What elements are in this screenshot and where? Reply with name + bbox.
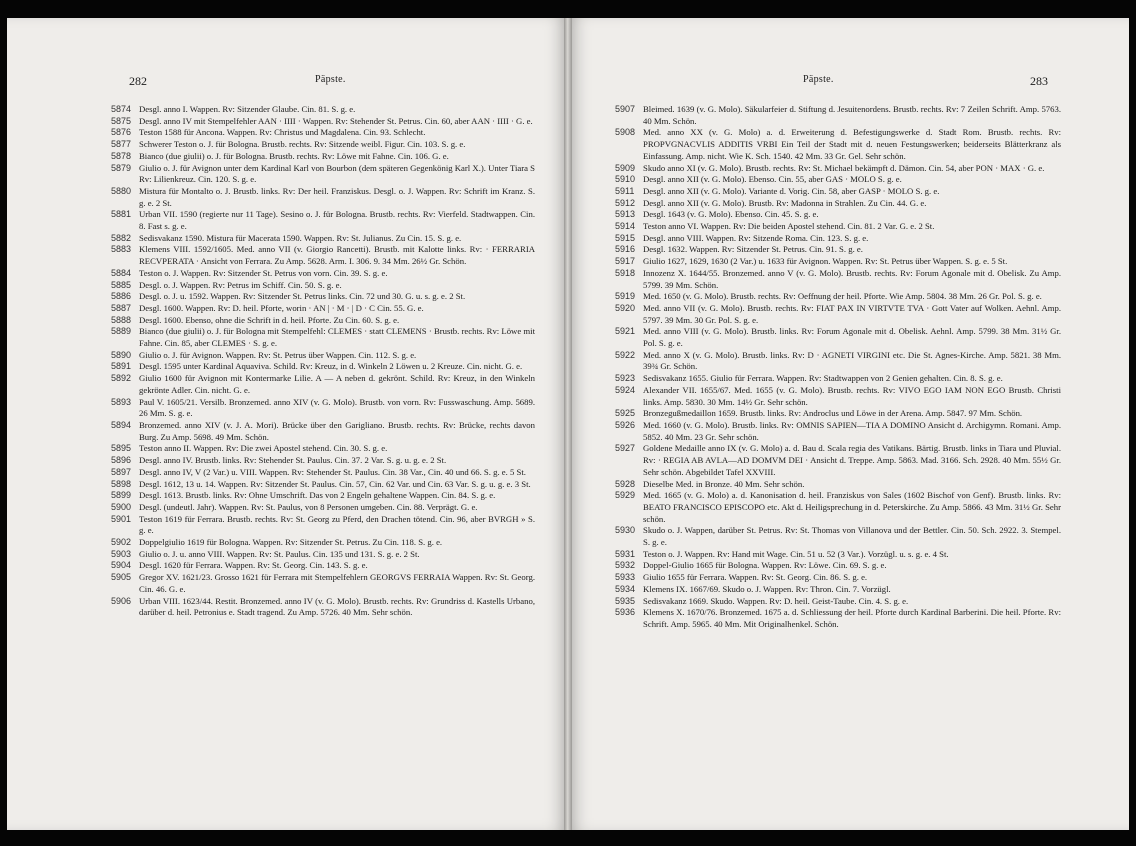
entry-text: Giulio 1627, 1629, 1630 (2 Var.) u. 1633 für Avignon. Wappen. Rv: St. Petrus über Wappen. S. g. e. 5 St. <box>643 256 1008 267</box>
entry-text: Paul V. 1605/21. Versilb. Bronzemed. anno XIV (v. G. Molo). Brustb. von vorn. Rv: Fusswaschung. Amp. 5689. 26 Mm. S. g. e. <box>139 396 535 419</box>
entry-text: Teston 1588 für Ancona. Wappen. Rv: Christus und Magdalena. Cin. 93. Schlecht. <box>139 127 426 138</box>
entry-text: Teston 1619 für Ferrara. Brustb. rechts. Rv: St. Georg zu Pferd, den Drachen tötend. Cin. 96, aber BVRGH » S. g. e. <box>139 513 535 536</box>
entry-text: Med. anno X (v. G. Molo). Brustb. links. Rv: D · AGNETI VIRGINI etc. Die St. Agnes-Kirche. Amp. 5821. 38 Mm. 39¾ Gr. Schön. <box>643 349 1061 372</box>
entry-text: Med. 1660 (v. G. Molo). Brustb. links. Rv: OMNIS SAPIEN—TIA A DOMINO Ansicht d. Archigymn. Romani. Amp. 5852. 40 Mm. 23 Gr. Sehr schön. <box>643 419 1061 442</box>
catalog-entry <box>111 233 535 245</box>
entry-number: 5920 <box>615 302 636 313</box>
entry-number: 5887 <box>111 302 132 313</box>
catalog-entry <box>615 560 1061 572</box>
entry-number: 5884 <box>111 267 132 278</box>
entry-number: 5925 <box>615 408 636 419</box>
catalog-entry <box>615 385 1061 408</box>
entry-text: Desgl. anno IV mit Stempelfehler AAN · IIII · Wappen. Rv: Stehender St. Petrus. Cin. 60, aber AAN · IIII · G. e. <box>139 115 533 126</box>
entry-number: 5934 <box>615 583 636 594</box>
catalog-entry <box>615 443 1061 478</box>
catalog-entry <box>111 443 535 455</box>
entry-text: Teston o. J. Wappen. Rv: Hand mit Wage. Cin. 51 u. 52 (3 Var.). Vorzügl. u. s. g. e. 4 St. <box>643 548 949 559</box>
entry-text: Desgl. 1643 (v. G. Molo). Ebenso. Cin. 45. S. g. e. <box>643 209 819 220</box>
entry-text: Med. 1665 (v. G. Molo) a. d. Kanonisation d. heil. Franziskus von Sales (1602 Bischof von Genf). Brustb. links. Rv: BEATO FRANCISCO EPISCOPO etc. Akt d. Heiligsprechung in d. Peterskirche. Zu Amp. 5866. 43 Mm. 31½ Gr. Sehr schön. <box>643 490 1061 524</box>
catalog-entry <box>615 291 1061 303</box>
catalog-entry <box>111 420 535 443</box>
catalog-entry <box>615 268 1061 291</box>
entry-text: Desgl. 1620 für Ferrara. Wappen. Rv: St. Georg. Cin. 143. S. g. e. <box>139 560 368 571</box>
catalog-entry <box>615 233 1061 245</box>
entry-text: Teston anno VI. Wappen. Rv: Die beiden Apostel stehend. Cin. 81. 2 Var. G. e. 2 St. <box>643 221 935 232</box>
entry-text: Desgl. anno XII (v. G. Molo). Brustb. Rv: Madonna in Strahlen. Zu Cin. 44. G. e. <box>643 197 927 208</box>
entry-text: Desgl. anno IV, V (2 Var.) u. VIII. Wappen. Rv: Stehender St. Paulus. Cin. 38 Var., Cin. 40 und 66. S. g. e. 5 St. <box>139 466 526 477</box>
catalog-entries <box>111 104 535 619</box>
entry-text: Desgl. anno IV. Brustb. links. Rv: Stehender St. Paulus. Cin. 37. 2 Var. S. g. u. g. e. 2 St. <box>139 455 447 466</box>
catalog-entry <box>615 525 1061 548</box>
catalog-entry <box>615 104 1061 127</box>
catalog-entry <box>615 350 1061 373</box>
catalog-entry <box>111 560 535 572</box>
right-page <box>568 18 1129 830</box>
entry-text: Sedisvakanz 1590. Mistura für Macerata 1590. Wappen. Rv: St. Julianus. Zu Cin. 15. S. g. e. <box>139 232 462 243</box>
entry-number: 5909 <box>615 162 636 173</box>
page-number: 283 <box>1030 74 1048 88</box>
catalog-entry <box>111 502 535 514</box>
entry-number: 5893 <box>111 396 132 407</box>
catalog-entry <box>615 373 1061 385</box>
catalog-entry <box>111 514 535 537</box>
entry-text: Doppelgiulio 1619 für Bologna. Wappen. Rv: Sitzender St. Petrus. Zu Cin. 118. S. g. e. <box>139 537 443 548</box>
entry-number: 5916 <box>615 244 636 255</box>
entry-number: 5880 <box>111 185 132 196</box>
catalog-entry <box>111 280 535 292</box>
entry-number: 5919 <box>615 291 636 302</box>
catalog-entry <box>111 186 535 209</box>
entry-number: 5912 <box>615 197 636 208</box>
entry-text: Desgl. 1600. Wappen. Rv: D. heil. Pforte, worin · AN | · M · | D · C Cin. 55. G. e. <box>139 302 424 313</box>
entry-text: Desgl. o. J. u. 1592. Wappen. Rv: Sitzender St. Petrus links. Cin. 72 und 30. G. u. s. g. e. 2 St. <box>139 291 466 302</box>
entry-text: Giulio o. J. für Avignon unter dem Kardinal Karl von Bourbon (dem späteren Gegenkönig Karl X.). Unter Tiara S Rv: Lilienkreuz. Cin. 120. S. g. e. <box>139 162 535 185</box>
catalog-entry <box>111 361 535 373</box>
entry-number: 5921 <box>615 326 636 337</box>
catalog-entry <box>111 303 535 315</box>
entry-text: Desgl. 1613. Brustb. links. Rv: Ohne Umschrift. Das von 2 Engeln gehaltene Wappen. Cin. 84. S. g. e. <box>139 490 496 501</box>
catalog-entry <box>615 198 1061 210</box>
entry-number: 5911 <box>615 185 635 196</box>
catalog-entry <box>615 303 1061 326</box>
entry-number: 5906 <box>111 595 132 606</box>
entry-text: Doppel-Giulio 1665 für Bologna. Wappen. Rv: Löwe. Cin. 69. S. g. e. <box>643 560 887 571</box>
entry-number: 5935 <box>615 595 636 606</box>
catalog-entry <box>111 326 535 349</box>
catalog-entry <box>111 209 535 232</box>
entry-number: 5910 <box>615 174 636 185</box>
entry-number: 5901 <box>111 513 132 524</box>
entry-text: Sedisvakanz 1655. Giulio für Ferrara. Wappen. Rv: Stadtwappen von 2 Genien gehalten. Cin. 8. S. g. e. <box>643 373 1003 384</box>
catalog-entry <box>615 408 1061 420</box>
entry-number: 5904 <box>111 560 132 571</box>
entry-text: Desgl. 1612, 13 u. 14. Wappen. Rv: Sitzender St. Paulus. Cin. 57, Cin. 62 Var. und Cin. 63 Var. S. g. u. g. e. 3 St. <box>139 478 531 489</box>
entry-number: 5930 <box>615 525 636 536</box>
entry-text: Innozenz X. 1644/55. Bronzemed. anno V (v. G. Molo). Brustb. rechts. Rv: Forum Agonale mit d. Obelisk. Zu Amp. 5799. 39 Mm. Schön. <box>643 267 1061 290</box>
catalog-entry <box>111 467 535 479</box>
catalog-entry <box>615 607 1061 630</box>
entry-text: Schwerer Teston o. J. für Bologna. Brustb. rechts. Rv: Sitzende weibl. Figur. Cin. 103. S. g. e. <box>139 139 466 150</box>
entry-number: 5908 <box>615 127 636 138</box>
entry-number: 5915 <box>615 232 636 243</box>
entry-text: Urban VIII. 1623/44. Restit. Bronzemed. anno IV (v. G. Molo). Brustb. rechts. Rv: Grundriss d. Kastells Urbano, darüber d. heil. Petronius e. Stadt tragend. Zu Amp. 5726. 40 Mm. Sehr schön. <box>139 595 535 618</box>
entry-text: Desgl. 1632. Wappen. Rv: Sitzender St. Petrus. Cin. 91. S. g. e. <box>643 244 863 255</box>
catalog-entry <box>615 572 1061 584</box>
catalog-entry <box>111 490 535 502</box>
entry-text: Gregor XV. 1621/23. Grosso 1621 für Ferrara mit Stempelfehlern GEORGVS FERRAIA Wappen. Rv: St. Georg. Cin. 46. G. e. <box>139 572 535 594</box>
catalog-entry <box>111 596 535 619</box>
entry-text: Bleimed. 1639 (v. G. Molo). Säkularfeier d. Stiftung d. Jesuitenordens. Brustb. rechts. Rv: 7 Zeilen Schrift. Amp. 5763. 40 Mm. Schön. <box>643 104 1061 126</box>
entry-number: 5929 <box>615 490 636 501</box>
entry-number: 5926 <box>615 419 636 430</box>
entry-text: Skudo o. J. Wappen, darüber St. Petrus. Rv: St. Thomas von Villanova und der Bettler. Cin. 50. Sch. 2922. 3. Stempel. S. g. e. <box>643 525 1061 548</box>
catalog-entry <box>111 397 535 420</box>
catalog-entries <box>615 104 1061 631</box>
catalog-entry <box>615 244 1061 256</box>
catalog-entry <box>615 584 1061 596</box>
entry-number: 5932 <box>615 560 636 571</box>
entry-text: Desgl. anno XII (v. G. Molo). Variante d. Vorig. Cin. 58, aber GASP · MOLO S. g. e. <box>643 185 940 196</box>
catalog-entry <box>615 549 1061 561</box>
entry-number: 5877 <box>111 139 132 150</box>
entry-text: Bronzemed. anno XIV (v. J. A. Mori). Brücke über den Garigliano. Brustb. rechts. Rv: Brücke, rechts davon Burg. Zu Amp. 5698. 49 Mm. Schön. <box>139 419 535 442</box>
catalog-entry <box>111 244 535 267</box>
catalog-entry <box>111 549 535 561</box>
catalog-entry <box>615 420 1061 443</box>
entry-text: Med. 1650 (v. G. Molo). Brustb. rechts. Rv: Oeffnung der heil. Pforte. Wie Amp. 5804. 38 Mm. 26 Gr. Pol. S. g. e. <box>643 291 1042 302</box>
entry-text: Med. anno XX (v. G. Molo) a. d. Erweiterung d. Befestigungswerke d. Stadt Rom. Brustb. rechts. Rv: PROPVGNACVLIS ADDITIS VRBI Ein Teil der Stadt mit d. neuen Festungswerken; beiderseits Blätterkranz als Einfassung. Amp. nicht. Wie K. Sch. 1540. 42 Mm. 33 Gr. Gel. Sehr schön. <box>643 127 1061 161</box>
entry-text: Dieselbe Med. in Bronze. 40 Mm. Sehr schön. <box>643 478 805 489</box>
catalog-entry <box>111 455 535 467</box>
entry-number: 5931 <box>615 548 636 559</box>
entry-text: Desgl. anno I. Wappen. Rv: Sitzender Glaube. Cin. 81. S. g. e. <box>139 104 356 114</box>
entry-text: Mistura für Montalto o. J. Brustb. links. Rv: Der heil. Franziskus. Desgl. o. J. Wappen. Rv: Schrift im Kranz. S. g. e. 2 St. <box>139 185 535 208</box>
catalog-entry <box>615 479 1061 491</box>
catalog-entry <box>111 572 535 595</box>
catalog-entry <box>111 139 535 151</box>
catalog-entry <box>111 479 535 491</box>
entry-text: Med. anno VII (v. G. Molo). Brustb. rechts. Rv: FIAT PAX IN VIRTVTE TVA · Gott Vater auf Wolken. Aehnl. Amp. 5797. 39 Mm. 30 Gr. Pol. S. g. e. <box>643 302 1061 325</box>
entry-number: 5936 <box>615 607 636 618</box>
book-spread <box>7 18 1129 830</box>
entry-text: Desgl. 1600. Ebenso, ohne die Schrift in d. heil. Pforte. Zu Cin. 60. S. g. e. <box>139 314 400 325</box>
running-head: Päpste. <box>315 74 346 85</box>
catalog-entry <box>615 127 1061 162</box>
entry-text: Giulio o. J. für Avignon. Wappen. Rv: St. Petrus über Wappen. Cin. 112. S. g. e. <box>139 349 417 360</box>
entry-number: 5900 <box>111 501 132 512</box>
entry-text: Giulio o. J. u. anno VIII. Wappen. Rv: St. Paulus. Cin. 135 und 131. S. g. e. 2 St. <box>139 548 420 559</box>
entry-number: 5905 <box>111 572 132 583</box>
entry-text: Desgl. o. J. Wappen. Rv: Petrus im Schiff. Cin. 50. S. g. e. <box>139 279 342 290</box>
entry-number: 5891 <box>111 361 132 372</box>
entry-number: 5881 <box>111 209 132 220</box>
entry-text: Klemens VIII. 1592/1605. Med. anno VII (v. Giorgio Rancetti). Brustb. mit Kalotte links. Rv: · FERRARIA RECVPERATA · Ansicht von Ferrara. Zu Amp. 5628. Arm. I. 306. 9. 34 Mm. 26½ Gr. Schön. <box>139 244 535 267</box>
catalog-entry <box>615 490 1061 525</box>
entry-number: 5890 <box>111 349 132 360</box>
entry-number: 5903 <box>111 548 132 559</box>
catalog-entry <box>615 326 1061 349</box>
catalog-entry <box>111 151 535 163</box>
book-gutter <box>564 18 572 830</box>
entry-number: 5897 <box>111 466 132 477</box>
page-number: 282 <box>129 74 147 88</box>
entry-number: 5902 <box>111 537 132 548</box>
catalog-entry <box>111 315 535 327</box>
entry-text: Klemens IX. 1667/69. Skudo o. J. Wappen. Rv: Thron. Cin. 7. Vorzügl. <box>643 583 891 594</box>
catalog-entry <box>111 127 535 139</box>
catalog-entry <box>111 104 535 116</box>
catalog-entry <box>615 174 1061 186</box>
entry-text: Med. anno VIII (v. G. Molo). Brustb. links. Rv: Forum Agonale mit d. Obelisk. Aehnl. Amp. 5799. 38 Mm. 31½ Gr. Pol. S. g. e. <box>643 326 1061 349</box>
catalog-entry <box>615 163 1061 175</box>
catalog-entry <box>111 268 535 280</box>
entry-text: Desgl. anno XII (v. G. Molo). Ebenso. Cin. 55, aber GAS · MOLO S. g. e. <box>643 174 902 185</box>
entry-text: Teston o. J. Wappen. Rv: Sitzender St. Petrus von vorn. Cin. 39. S. g. e. <box>139 267 388 278</box>
entry-text: Bianco (due giulii) o. J. für Bologna. Brustb. rechts. Rv: Löwe mit Fahne. Cin. 106. G. e. <box>139 150 449 161</box>
entry-text: Urban VII. 1590 (regierte nur 11 Tage). Sesino o. J. für Bologna. Brustb. rechts. Rv: Vierfeld. Stadtwappen. Cin. 8. Fast s. g. e. <box>139 209 535 232</box>
entry-text: Giulio 1600 für Avignon mit Kontermarke Lilie. A — A neben d. gekrönt. Schild. Rv: Kreuz, in den Winkeln gekrönte Adler. Cin. nicht. G. e. <box>139 373 535 395</box>
entry-number: 5927 <box>615 443 636 454</box>
entry-number: 5895 <box>111 443 132 454</box>
entry-number: 5875 <box>111 115 132 126</box>
catalog-entry <box>615 186 1061 198</box>
entry-text: Sedisvakanz 1669. Skudo. Wappen. Rv: D. heil. Geist-Taube. Cin. 4. S. g. e. <box>643 595 909 606</box>
catalog-entry <box>111 163 535 186</box>
entry-number: 5914 <box>615 221 636 232</box>
catalog-entry <box>111 350 535 362</box>
catalog-entry <box>111 291 535 303</box>
entry-number: 5874 <box>111 104 132 114</box>
catalog-entry <box>615 596 1061 608</box>
entry-number: 5894 <box>111 419 132 430</box>
entry-text: Giulio 1655 für Ferrara. Wappen. Rv: St. Georg. Cin. 86. S. g. e. <box>643 572 868 583</box>
entry-number: 5928 <box>615 478 636 489</box>
entry-text: Skudo anno XI (v. G. Molo). Brustb. rechts. Rv: St. Michael bekämpft d. Dämon. Cin. 54, aber PON · MAX · G. e. <box>643 162 1045 173</box>
catalog-entry <box>111 373 535 396</box>
entry-number: 5923 <box>615 373 636 384</box>
entry-text: Bronzegußmedaillon 1659. Brustb. links. Rv: Androclus und Löwe in der Arena. Amp. 5847. 97 Mm. Schön. <box>643 408 1023 419</box>
entry-number: 5899 <box>111 490 132 501</box>
entry-number: 5886 <box>111 291 132 302</box>
entry-text: Teston anno II. Wappen. Rv: Die zwei Apostel stehend. Cin. 30. S. g. e. <box>139 443 388 454</box>
entry-number: 5885 <box>111 279 132 290</box>
entry-text: Desgl. (undeutl. Jahr). Wappen. Rv: St. Paulus, von 8 Personen umgeben. Cin. 88. Verprägt. G. e. <box>139 501 478 512</box>
entry-number: 5907 <box>615 104 636 114</box>
entry-number: 5882 <box>111 232 132 243</box>
entry-number: 5913 <box>615 209 636 220</box>
entry-number: 5879 <box>111 162 132 173</box>
left-page <box>7 18 568 830</box>
entry-number: 5918 <box>615 267 636 278</box>
entry-number: 5876 <box>111 127 132 138</box>
entry-text: Klemens X. 1670/76. Bronzemed. 1675 a. d. Schliessung der heil. Pforte durch Kardinal Barberini. Die heil. Pforte. Rv: Schrift. Amp. 5965. 40 Mm. Mit Originalhenkel. Schön. <box>643 607 1061 629</box>
entry-text: Bianco (due giulii) o. J. für Bologna mit Stempelfehl: CLEMES · statt CLEMENS · Brustb. rechts. Rv: Löwe mit Fahne. Cin. 85, aber CLEMES · S. g. e. <box>139 326 535 349</box>
catalog-entry <box>111 537 535 549</box>
entry-number: 5898 <box>111 478 132 489</box>
catalog-entry <box>111 116 535 128</box>
running-head: Päpste. <box>803 74 834 85</box>
entry-text: Desgl. 1595 unter Kardinal Aquaviva. Schild. Rv: Kreuz, in d. Winkeln 2 Löwen u. 2 Kreuze. Cin. nicht. G. e. <box>139 361 523 372</box>
entry-number: 5888 <box>111 314 132 325</box>
entry-number: 5889 <box>111 326 132 337</box>
entry-text: Alexander VII. 1655/67. Med. 1655 (v. G. Molo). Brustb. rechts. Rv: VIVO EGO IAM NON EGO Brustb. Christi links. Amp. 5830. 30 Mm. 14½ Gr. Sehr schön. <box>643 384 1061 407</box>
entry-number: 5896 <box>111 455 132 466</box>
catalog-entry <box>615 221 1061 233</box>
entry-number: 5883 <box>111 244 132 255</box>
catalog-entry <box>615 209 1061 221</box>
entry-number: 5924 <box>615 384 636 395</box>
entry-number: 5878 <box>111 150 132 161</box>
entry-text: Goldene Medaille anno IX (v. G. Molo) a. d. Bau d. Scala regia des Vatikans. Bärtig. Brustb. links in Tiara und Pluvial. Rv: · REGIA AB AVLA—AD DOMVM DEI · Ansicht d. Treppe. Amp. 5863. Mad. 3166. Sch. 2928. 40 Mm. 55½ Gr. Sehr schön. Abgebildet Tafel XXVIII. <box>643 443 1061 477</box>
entry-number: 5933 <box>615 572 636 583</box>
entry-number: 5922 <box>615 349 636 360</box>
catalog-entry <box>615 256 1061 268</box>
entry-number: 5917 <box>615 256 636 267</box>
entry-text: Desgl. anno VIII. Wappen. Rv: Sitzende Roma. Cin. 123. S. g. e. <box>643 232 869 243</box>
entry-number: 5892 <box>111 373 132 384</box>
